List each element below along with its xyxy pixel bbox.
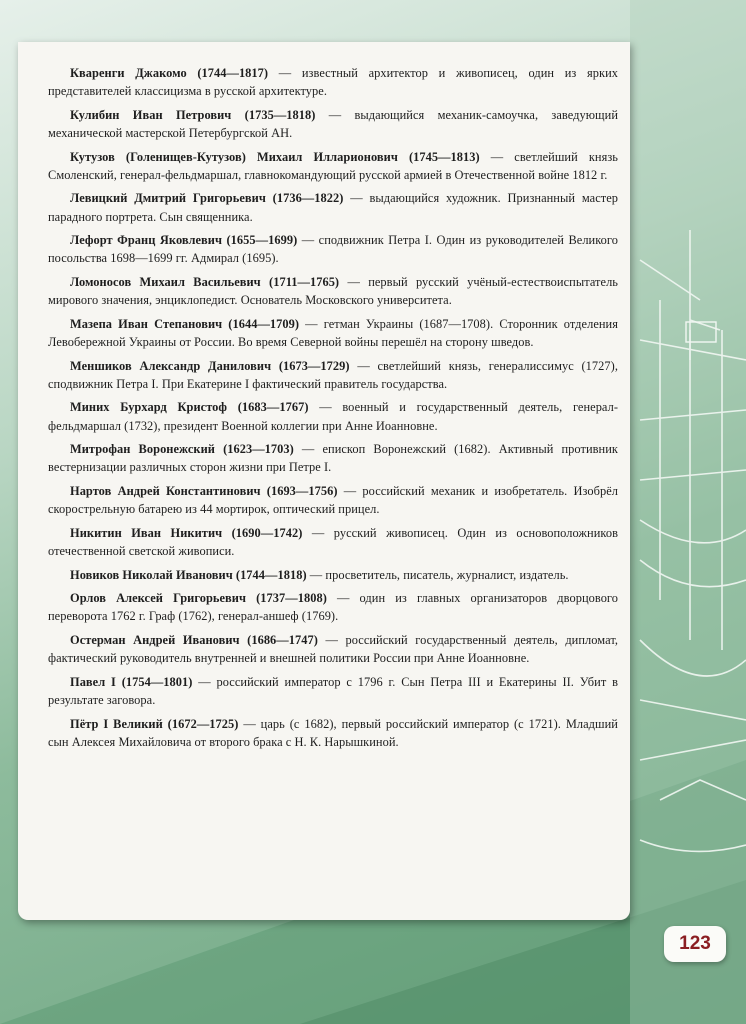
person-name: Павел I (1754—1801) bbox=[70, 674, 193, 689]
biography-entry bbox=[48, 631, 618, 667]
person-name: Ломоносов Михаил Васильевич (1711—1765) bbox=[70, 274, 340, 289]
person-description: — российский император с 1796 г. Сын Петра III и Екатерины II. Убит в результате заговора. bbox=[48, 674, 618, 707]
person-description: — просветитель, писатель, журналист, издатель. bbox=[306, 567, 569, 582]
person-name: Нартов Андрей Константинович (1693—1756) bbox=[70, 483, 338, 498]
person-name: Мазепа Иван Степанович (1644—1709) bbox=[70, 316, 300, 331]
person-description: — русский живописец. Один из основоположников отечественной светской живописи. bbox=[48, 525, 618, 558]
biography-entry bbox=[48, 673, 618, 709]
person-name: Никитин Иван Никитич (1690—1742) bbox=[70, 525, 303, 540]
biography-entry bbox=[48, 589, 618, 625]
person-name: Новиков Николай Иванович (1744—1818) bbox=[70, 567, 307, 582]
biography-entry bbox=[48, 566, 618, 584]
person-description: — гетман Украины (1687—1708). Сторонник отделения Левобережной Украины от России. Во время Северной войны перешёл на сторону шведов. bbox=[48, 316, 618, 349]
person-description: — известный архитектор и живописец, один из ярких представителей классицизма в русской архитектуре. bbox=[48, 66, 618, 99]
biography-entry bbox=[48, 148, 618, 184]
biography-entry bbox=[48, 715, 618, 751]
person-description: — российский государственный деятель, дипломат, фактический руководитель внутренней и внешней политики России при Анне Иоанновне. bbox=[48, 632, 618, 666]
biography-entry bbox=[48, 440, 618, 476]
person-name: Левицкий Дмитрий Григорьевич (1736—1822) bbox=[70, 191, 344, 206]
page-number: 123 bbox=[664, 926, 726, 962]
person-description: — один из главных организаторов дворцового переворота 1762 г. Граф (1762), генерал-аншеф (1769). bbox=[48, 591, 619, 624]
person-name: Лефорт Франц Яковлевич (1655—1699) bbox=[70, 233, 298, 248]
person-description: — выдающийся художник. Признанный мастер парадного портрета. Сын священника. bbox=[48, 191, 618, 224]
person-description: — светлейший князь Смоленский, генерал-фельдмаршал, главнокомандующий русской армией в Отечественной войне 1812 г. bbox=[48, 149, 618, 182]
person-name: Митрофан Воронежский (1623—1703) bbox=[70, 442, 294, 457]
person-description: — светлейший князь, генералиссимус (1727), сподвижник Петра I. При Екатерине I фактический правитель государства. bbox=[48, 358, 618, 391]
person-name: Миних Бурхард Кристоф (1683—1767) bbox=[70, 400, 309, 415]
person-description: — епископ Воронежский (1682). Активный противник вестернизации различных сторон жизни при Петре I. bbox=[48, 442, 618, 475]
person-name: Кутузов (Голенищев-Кутузов) Михаил Илларионович (1745—1813) bbox=[70, 149, 480, 164]
person-name: Пётр I Великий (1672—1725) bbox=[70, 716, 239, 731]
person-name: Кулибин Иван Петрович (1735—1818) bbox=[70, 107, 316, 122]
biography-entry bbox=[48, 398, 618, 434]
person-name: Орлов Алексей Григорьевич (1737—1808) bbox=[70, 591, 327, 606]
person-description: — первый русский учёный-естествоиспытатель мирового значения, энциклопедист. Основатель Московского университета. bbox=[48, 274, 619, 308]
content-panel bbox=[18, 42, 630, 920]
person-description: — сподвижник Петра I. Один из руководителей Великого посольства 1698—1699 гг. Адмирал (1695). bbox=[48, 233, 618, 266]
biography-entry bbox=[48, 106, 618, 142]
biography-entry bbox=[48, 189, 618, 225]
person-description: — выдающийся механик-самоучка, заведующий механической мастерской Петербургской АН. bbox=[48, 107, 618, 140]
biography-entry bbox=[48, 524, 618, 560]
person-description: — царь (с 1682), первый российский император (с 1721). Младший сын Алексея Михайловича от второго брака с Н. К. Нарышкиной. bbox=[48, 716, 618, 749]
person-description: — российский механик и изобретатель. Изобрёл скорострельную батарею из 44 мортирок, оптический прицел. bbox=[48, 483, 618, 517]
person-name: Кваренги Джакомо (1744—1817) bbox=[70, 66, 269, 80]
person-description: — военный и государственный деятель, генерал-фельдмаршал (1732), президент Военной коллегии при Анне Иоанновне. bbox=[48, 400, 619, 433]
person-name: Остерман Андрей Иванович (1686—1747) bbox=[70, 632, 318, 647]
biography-entry bbox=[48, 357, 618, 393]
biography-entry bbox=[48, 482, 618, 518]
biography-entry bbox=[48, 315, 618, 351]
person-name: Меншиков Александр Данилович (1673—1729) bbox=[70, 358, 350, 373]
biography-entry bbox=[48, 231, 618, 267]
biography-entry bbox=[48, 273, 618, 309]
biography-entry bbox=[48, 64, 618, 100]
